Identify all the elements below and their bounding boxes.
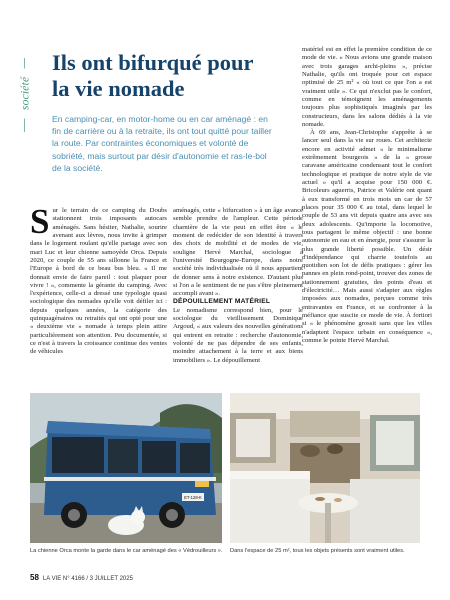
bus-illustration xyxy=(30,393,222,543)
drop-cap: S xyxy=(30,202,50,241)
body-paragraph: À 69 ans, Jean-Christophe s'apprête à se lancer seul dans la vie sur roues. Cet architecte encore en activité admet « le minimalisme extrêmement bourgeois » de la « grosse caravane américaine condensant tout le confort technologique et pratique de notre style de vie actuel » qu'il a acquise pour 150 000 €. Bricoleurs aguerris, Patrice et Valérie ont quant à eux transformé en trois mois un car de 57 places pour 35 000 € au total, dans lequel le couple de 53 ans vit depuis quatre ans avec ses deux adolescents. Qu'importe la locomotive, tous partagent le même objectif : une bonne autonomie en eau et en énergie, pour s'assurer la plus grande liberté possible. Un désir d'indépendance qui charrie toutefois au quotidien son lot de défis pratiques : gérer les pannes en plein rond-point, trouver des zones de stationnement gratuites, des points d'eau et d'électricité… Mais aussi s'adapter aux règles imposées aux nomades, perçues comme très entravantes en France, et se confronter à la méfiance que suscite ce mode de vie. À fortiori si « le phénomène grossit sans que les villes n'adaptent l'espace urbain en conséquence », comme le pointe Hervé Marchal. xyxy=(302,129,432,344)
body-column-3 xyxy=(302,46,432,345)
body-column-1 xyxy=(30,202,167,357)
issue-line: LA VIE N° 4166 / 3 JUILLET 2025 xyxy=(42,576,133,582)
body-paragraph: aménagés, cette « bifurcation » à un âge avancé semble prendre de l'ampleur. Cette période charnière de la vie peut en effet être « le moment de redécider de son identité à travers des choix de mobilité et de modes de vie, souligne Hervé Marchal, sociologue à l'université Bourgogne-Europe, dans notre société très individualisée où il nous appartient de donner sens à notre existence. D'autant plus si l'on a le sentiment de ne pas s'être pleinement accompli avant ». xyxy=(173,207,303,298)
section-rubric xyxy=(14,58,36,132)
article-title: Ils ont bifurqué pour la vie nomade xyxy=(52,50,254,101)
photo-caption-left: La chienne Orca monte la garde dans le car aménagé des « Védrouilleurs ». xyxy=(30,548,223,554)
body-column-2 xyxy=(173,207,303,365)
subheading: DÉPOUILLEMENT MATÉRIEL xyxy=(173,298,271,306)
body-paragraph: matériel est en effet la première condition de ce mode de vie. « Nous avions une grande maison avec trois garages archi-pleins », précise Nathalie, qu'ils ont troquée pour cet espace optimisé de 25 m² « où tout ce que l'on a est vraiment utile ». Ce qui n'exclut pas le confort, comme en témoignent les aménagements toujours plus sophistiqués imaginés par les constructeurs, dans les salons dédiés à la vie nomade. xyxy=(302,46,432,128)
page-number: 58 xyxy=(30,573,39,582)
body-paragraph: ur le terrain de ce camping du Doubs stationnent trois imposants autocars aménagés. Sans hésiter, Nathalie, sourire avenant aux lèvres, nous invite à grimper dans le logement roulant qu'elle partage avec son mari Luc et leur chienne samoyède Orca. Depuis 2020, ce couple de 55 ans sillonne la France et l'Europe à bord de ce beau bus bleu. « Il me donnait envie de faire pareil : tout plaquer pour vivre ! », commente la gérante du camping. Avec l'expérience, celle-ci a dressé une typologie quasi sociologique des nomades qu'elle voit défiler ici : depuis quelques années, la catégorie des quinquagénaires ou retraités qui ont opté pour une « deuxième vie » nomade à temps plein attire particulièrement son attention. Peu documentée, si ce n'est à travers la croissance continue des ventes de véhicules xyxy=(30,207,167,356)
article-lede: En camping-car, en motor-home ou en car aménagé : en fin de carrière ou à la retraite, ils ont tout quitté pour tailler la route. Par contraintes économiques et volonté de sobriété, mais surtout par désir d'autonomie et ras-le-bol de la société. xyxy=(52,114,272,173)
page-folio xyxy=(30,573,133,582)
license-plate-text: ET-128-K xyxy=(184,495,202,500)
rubric-label: société xyxy=(18,69,33,119)
body-paragraph: Le nomadisme correspond bien, pour le sociologue du vieillissement Dominique Argoud, « aux valeurs des nouvelles générations qui entrent en retraite : recherche d'autonomie, volonté de ne pas dépendre de ses enfants, moindre attachement à la terre et aux biens immobiliers ». Le dépouillement xyxy=(173,306,303,364)
interior-illustration xyxy=(230,393,420,543)
photo-caption-right: Dans l'espace de 25 m², tous les objets présents sont vraiment utiles. xyxy=(230,548,405,554)
photo-blue-bus xyxy=(30,393,222,543)
photo-interior xyxy=(230,393,420,543)
